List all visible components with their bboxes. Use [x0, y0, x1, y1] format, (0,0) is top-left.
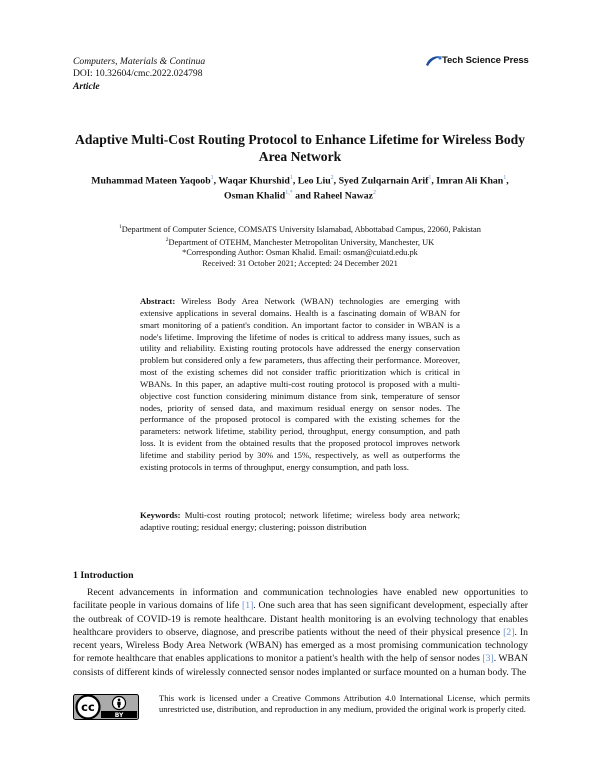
publisher-swoosh-icon: [424, 54, 444, 68]
doi[interactable]: DOI: 10.32604/cmc.2022.024798: [73, 68, 203, 79]
author-separator: ,: [333, 175, 339, 187]
author-name: Leo Liu: [297, 175, 331, 187]
keywords: [140, 510, 460, 534]
affiliations: [60, 222, 540, 269]
author-separator: ,: [506, 175, 509, 187]
author-name: Raheel Nawaz: [313, 190, 374, 202]
abstract-text: Wireless Body Area Network (WBAN) technologies are emerging with extensive applications in several domains. Health is a fascinating domain of WBAN for smart monitoring of a patient's condition. An important factor to consider in WBAN is a node's lifetime. Improving the lifetime of nodes is critical to address many issues, such as utility and reliability. Existing routing protocols have addressed the energy conservation problem but considered only a few parameters, thus affecting their performance. Moreover, most of the existing schemes did not consider traffic prioritization which is critical in WBANs. In this paper, an adaptive multi-cost routing protocol is proposed with a multi-objective cost function considering minimum distance from sink, temperature of sensor nodes, priority of sensed data, and maximum residual energy on sensor nodes. The performance of the proposed protocol is compared with the existing schemes for the parameters: network lifetime, stability period, throughput, energy consumption, and path loss. It is evident from the obtained results that the proposed protocol improves network lifetime and stability period by 30% and 15%, respectively, as well as outperforms the existing protocols in terms of throughput, energy consumption, and path loss.: [140, 296, 461, 472]
affiliation-text: Department of Computer Science, COMSATS University Islamabad, Abbottabad Campus, 22060, Pakistan: [121, 224, 481, 234]
author-affiliation-mark[interactable]: 1: [428, 175, 432, 181]
author-separator: and: [292, 190, 314, 202]
publisher-logo: [424, 54, 534, 68]
author-separator: ,: [292, 175, 298, 187]
creative-commons-icon: [77, 696, 100, 719]
author-affiliation-mark[interactable]: 1,*: [285, 190, 293, 197]
publisher-name: Tech Science Press: [442, 55, 529, 66]
author-affiliation-mark[interactable]: 1: [289, 175, 293, 181]
affiliation-mark: 2: [165, 237, 169, 244]
author-affiliation-mark[interactable]: 1: [210, 175, 214, 181]
author-name: Muhammad Mateen Yaqoob: [91, 175, 211, 187]
paper-title: Adaptive Multi-Cost Routing Protocol to Enhance Lifetime for Wireless Body Area Network: [75, 132, 525, 164]
affiliation-2: [60, 235, 540, 248]
abstract: [140, 296, 460, 474]
author-separator: ,: [213, 175, 219, 187]
author-name: Waqar Khurshid: [218, 175, 290, 187]
affiliation-1: [60, 222, 540, 235]
author-name: Imran Ali Khan: [436, 175, 504, 187]
citation-link[interactable]: [1]: [242, 600, 254, 612]
author-affiliation-mark[interactable]: 1: [503, 175, 507, 181]
cc-badge-text: cc: [81, 700, 95, 715]
author-separator: ,: [431, 175, 437, 187]
intro-text: . WBAN consists of different kinds of wirelessly connected sensor nodes implanted or surface mounted on a human body. The: [73, 653, 529, 678]
author-name: Osman Khalid: [223, 190, 286, 202]
affiliation-mark: 1: [119, 224, 122, 230]
introduction-paragraph: [73, 586, 528, 679]
author-affiliation-mark[interactable]: 2: [373, 190, 377, 197]
intro-text: . One such area that has seen significant development, especially after the outbreak of COVID-19 is remote healthcare. Distant health monitoring is an evolving technology that enables healthcare providers to observe, diagnose, and prescribe patients without the need of their physical presence: [73, 600, 528, 638]
author-list: [60, 172, 540, 203]
journal-name: Computers, Materials & Continua: [73, 56, 206, 67]
keywords-label: Keywords:: [140, 510, 181, 520]
affiliation-text: Department of OTEHM, Manchester Metropolitan University, Manchester, UK: [168, 238, 435, 247]
by-badge-text: BY: [114, 712, 124, 720]
keywords-text: Multi-cost routing protocol; network lifetime; wireless body area network; adaptive routing; residual energy; clustering; poisson distribution: [140, 510, 461, 532]
corresponding-author: *Corresponding Author: Osman Khalid. Email: osman@cuiatd.edu.pk: [182, 248, 418, 258]
intro-text: . In recent years, Wireless Body Area Network (WBAN) has emerged as a most promising communication technology for remote healthcare that enables applications to monitor a patient's health with the help of sensor nodes: [73, 626, 528, 665]
author-affiliation-mark[interactable]: 2: [330, 175, 334, 181]
article-type: Article: [73, 81, 100, 92]
intro-text: Recent advancements in information and communication technologies have enabled new opportunities to facilitate people in various domains of life: [73, 587, 528, 612]
cc-by-license-badge[interactable]: [73, 694, 139, 720]
citation-link[interactable]: [3]: [482, 653, 494, 665]
citation-link[interactable]: [2]: [503, 626, 515, 638]
received-accepted-dates: Received: 31 October 2021; Accepted: 24 December 2021: [202, 258, 398, 268]
attribution-person-icon: [113, 697, 126, 710]
section-heading-introduction: 1 Introduction: [73, 570, 134, 581]
author-name: Syed Zulqarnain Arif: [338, 175, 429, 187]
abstract-label: Abstract:: [140, 296, 176, 306]
license-text: This work is licensed under a Creative Commons Attribution 4.0 International License, which permits unrestricted use, distribution, and reproduction in any medium, provided the original work is properly cited.: [159, 693, 530, 714]
